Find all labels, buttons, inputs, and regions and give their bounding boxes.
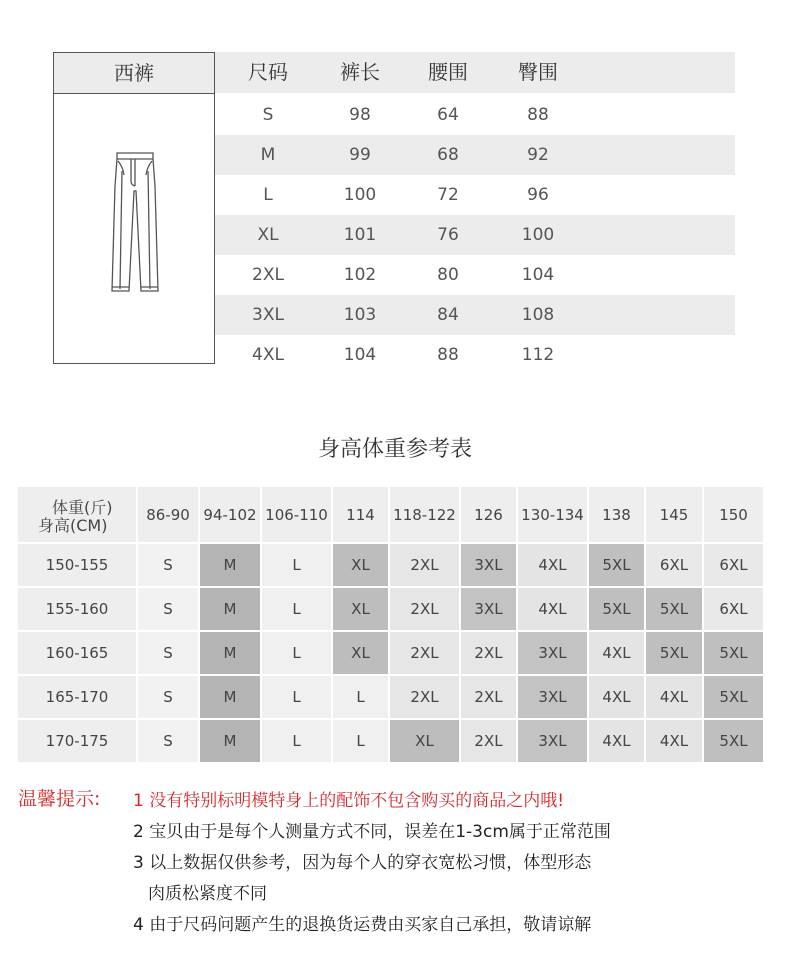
height-label: 150-155 bbox=[18, 544, 136, 586]
size-cell: 2XL bbox=[390, 544, 459, 586]
size-cell: 3XL bbox=[518, 720, 587, 762]
size-cell: M bbox=[200, 676, 260, 718]
hip-cell: 112 bbox=[521, 345, 555, 365]
size-cell: 4XL bbox=[518, 588, 587, 630]
hip-cell: 104 bbox=[521, 265, 555, 285]
size-cell: 2XL bbox=[390, 632, 459, 674]
size-cell: 3XL bbox=[461, 544, 516, 586]
size-cell: 2XL bbox=[461, 720, 516, 762]
size-cell: 2XL bbox=[461, 676, 516, 718]
size-row bbox=[215, 335, 735, 375]
size-table bbox=[53, 52, 735, 364]
note-line-3: 3 以上数据仅供参考，因为每个人的穿衣宽松习惯，体型形态 bbox=[133, 853, 592, 873]
waist-cell: 84 bbox=[437, 305, 459, 325]
waist-cell: 76 bbox=[437, 225, 459, 245]
length-cell: 99 bbox=[349, 145, 371, 165]
size-cell: M bbox=[260, 145, 276, 165]
size-cell: XL bbox=[333, 544, 388, 586]
size-cell: 3XL bbox=[518, 676, 587, 718]
header-size: 尺码 bbox=[248, 60, 288, 84]
height-label: 170-175 bbox=[18, 720, 136, 762]
weight-header: 145 bbox=[646, 487, 702, 542]
weight-header: 86-90 bbox=[138, 487, 198, 542]
product-label: 西裤 bbox=[54, 53, 214, 94]
reference-table-title: 身高体重参考表 bbox=[317, 437, 472, 462]
size-cell: 3XL bbox=[252, 305, 284, 325]
weight-header: 138 bbox=[589, 487, 644, 542]
size-cell: 4XL bbox=[589, 676, 644, 718]
size-cell: S bbox=[138, 632, 198, 674]
size-row bbox=[215, 135, 735, 175]
size-cell: L bbox=[263, 185, 273, 205]
product-image-box bbox=[53, 52, 215, 364]
weight-header: 130-134 bbox=[518, 487, 587, 542]
length-cell: 103 bbox=[343, 305, 377, 325]
size-cell: 5XL bbox=[589, 588, 644, 630]
weight-header: 126 bbox=[461, 487, 516, 542]
size-row bbox=[215, 215, 735, 255]
corner-cell bbox=[18, 487, 136, 542]
notes-label: 温馨提示: bbox=[18, 788, 101, 810]
size-cell: 4XL bbox=[518, 544, 587, 586]
size-cell: M bbox=[200, 588, 260, 630]
size-row bbox=[215, 175, 735, 215]
weight-header: 114 bbox=[333, 487, 388, 542]
size-row bbox=[215, 255, 735, 295]
height-label: 155-160 bbox=[18, 588, 136, 630]
note-line-4: 4 由于尺码问题产生的退换货运费由买家自己承担，敬请谅解 bbox=[133, 915, 592, 935]
size-cell: 2XL bbox=[461, 632, 516, 674]
height-weight-grid bbox=[18, 487, 763, 762]
length-cell: 100 bbox=[343, 185, 377, 205]
size-cell: 4XL bbox=[589, 720, 644, 762]
weight-header: 94-102 bbox=[200, 487, 260, 542]
size-cell: 5XL bbox=[589, 544, 644, 586]
size-cell: 5XL bbox=[704, 720, 763, 762]
size-cell: M bbox=[200, 632, 260, 674]
header-waist: 腰围 bbox=[428, 60, 468, 84]
weight-header: 118-122 bbox=[390, 487, 459, 542]
length-cell: 98 bbox=[349, 105, 371, 125]
waist-cell: 80 bbox=[437, 265, 459, 285]
size-cell: 4XL bbox=[646, 720, 702, 762]
trousers-icon bbox=[109, 151, 161, 296]
hip-cell: 96 bbox=[527, 185, 549, 205]
length-cell: 104 bbox=[343, 345, 377, 365]
size-row bbox=[215, 95, 735, 135]
hip-cell: 92 bbox=[527, 145, 549, 165]
size-cell: S bbox=[138, 544, 198, 586]
note-line-2: 2 宝贝由于是每个人测量方式不同，误差在1-3cm属于正常范围 bbox=[133, 822, 611, 842]
size-row bbox=[215, 295, 735, 335]
size-cell: 5XL bbox=[646, 632, 702, 674]
size-cell: XL bbox=[333, 588, 388, 630]
waist-cell: 72 bbox=[437, 185, 459, 205]
size-cell: 4XL bbox=[589, 632, 644, 674]
note-line-1: 1 没有特别标明模特身上的配饰不包含购买的商品之内哦! bbox=[133, 791, 565, 811]
size-cell: 6XL bbox=[646, 544, 702, 586]
waist-cell: 64 bbox=[437, 105, 459, 125]
size-cell: 3XL bbox=[461, 588, 516, 630]
size-cell: S bbox=[138, 588, 198, 630]
header-length: 裤长 bbox=[340, 60, 380, 84]
size-cell: XL bbox=[390, 720, 459, 762]
hip-cell: 88 bbox=[527, 105, 549, 125]
size-cell: 6XL bbox=[704, 588, 763, 630]
size-cell: L bbox=[262, 632, 331, 674]
note-line-3-cont: 肉质松紧度不同 bbox=[148, 884, 267, 904]
size-cell: 4XL bbox=[252, 345, 284, 365]
size-cell: 4XL bbox=[646, 676, 702, 718]
size-cell: XL bbox=[257, 225, 279, 245]
size-cell: M bbox=[200, 544, 260, 586]
height-label: 160-165 bbox=[18, 632, 136, 674]
corner-weight-label: 体重(斤) bbox=[52, 498, 113, 517]
size-cell: 5XL bbox=[646, 588, 702, 630]
corner-height-label: 身高(CM) bbox=[38, 516, 108, 535]
size-cell: L bbox=[262, 720, 331, 762]
size-cell: L bbox=[333, 676, 388, 718]
size-cell: L bbox=[262, 588, 331, 630]
size-cell: 2XL bbox=[390, 588, 459, 630]
size-cell: S bbox=[138, 676, 198, 718]
size-cell: 2XL bbox=[390, 676, 459, 718]
hip-cell: 100 bbox=[521, 225, 555, 245]
size-cell: L bbox=[262, 676, 331, 718]
size-cell: 5XL bbox=[704, 676, 763, 718]
length-cell: 101 bbox=[343, 225, 377, 245]
weight-header: 106-110 bbox=[262, 487, 331, 542]
size-cell: XL bbox=[333, 632, 388, 674]
hip-cell: 108 bbox=[521, 305, 555, 325]
size-cell: 6XL bbox=[704, 544, 763, 586]
size-cell: L bbox=[262, 544, 331, 586]
size-cell: L bbox=[333, 720, 388, 762]
length-cell: 102 bbox=[343, 265, 377, 285]
header-hip: 臀围 bbox=[518, 60, 558, 84]
waist-cell: 68 bbox=[437, 145, 459, 165]
size-cell: M bbox=[200, 720, 260, 762]
size-cell: S bbox=[262, 105, 274, 125]
size-cell: S bbox=[138, 720, 198, 762]
waist-cell: 88 bbox=[437, 345, 459, 365]
height-label: 165-170 bbox=[18, 676, 136, 718]
size-cell: 2XL bbox=[252, 265, 284, 285]
weight-header: 150 bbox=[704, 487, 763, 542]
size-cell: 5XL bbox=[704, 632, 763, 674]
size-cell: 3XL bbox=[518, 632, 587, 674]
